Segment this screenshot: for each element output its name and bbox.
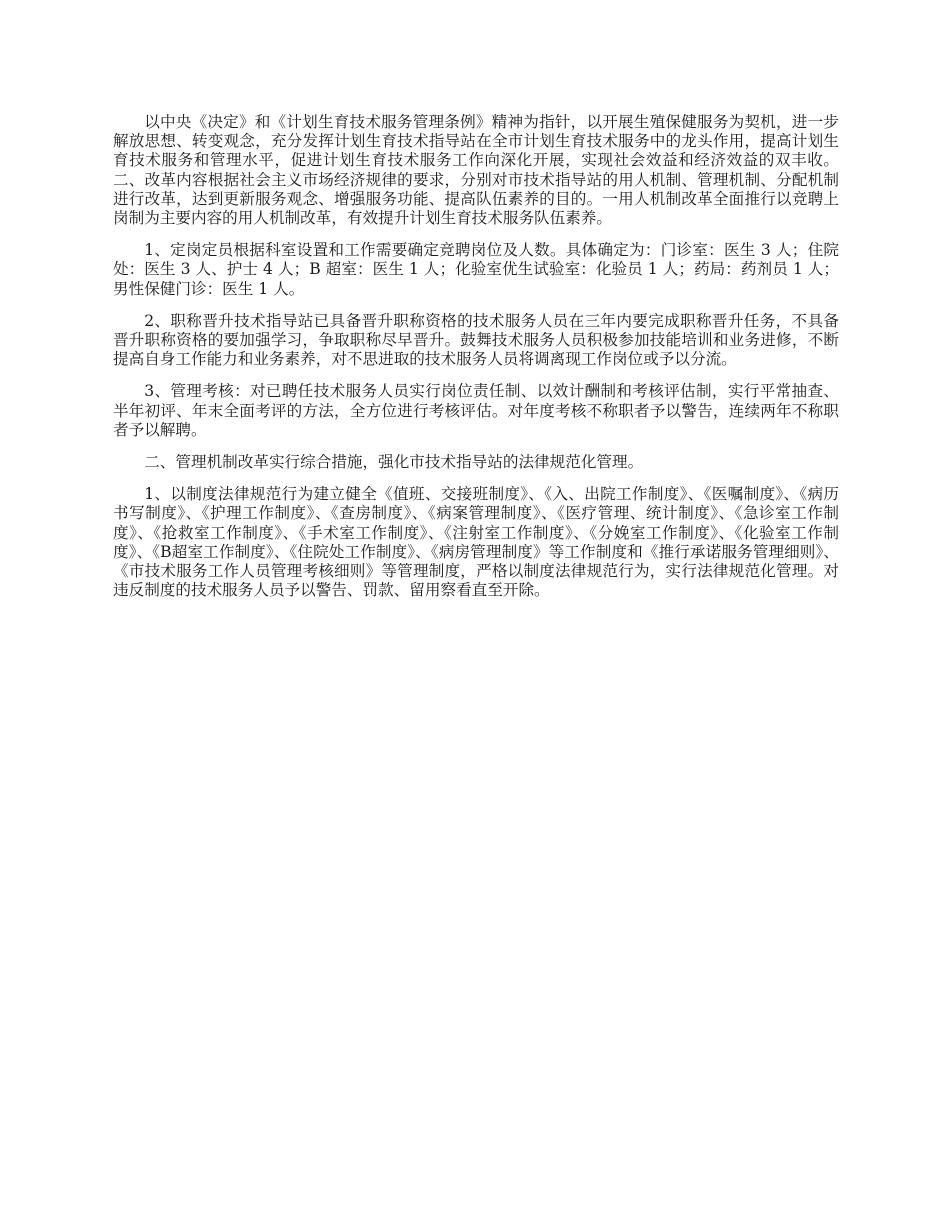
- paragraph-assessment: 3、管理考核：对已聘任技术服务人员实行岗位责任制、以效计酬制和考核评估制，实行平常抽查、半年初评、年末全面考评的方法，全方位进行考核评估。对年度考核不称职者予以警告，连续两年不称职者予以解聘。: [113, 382, 839, 439]
- paragraph-intro: 以中央《决定》和《计划生育技术服务管理条例》精神为指针，以开展生殖保健服务为契机，进一步解放思想、转变观念，充分发挥计划生育技术指导站在全市计划生育技术服务中的龙头作用，提高计划生育技术服务和管理水平，促进计划生育技术服务工作向深化开展，实现社会效益和经济效益的双丰收。二、改革内容根据社会主义市场经济规律的要求，分别对市技术指导站的用人机制、管理机制、分配机制进行改革，达到更新服务观念、增强服务功能、提高队伍素养的目的。一用人机制改革全面推行以竞聘上岗制为主要内容的用人机制改革，有效提升计划生育技术服务队伍素养。: [113, 113, 839, 228]
- document-body: [113, 113, 839, 613]
- paragraph-regulations: 1、以制度法律规范行为建立健全《值班、交接班制度》、《入、出院工作制度》、《医嘱制度》、《病历书写制度》、《护理工作制度》、《查房制度》、《病案管理制度》、《医疗管理、统计制度》、《急诊室工作制度》、《抢救室工作制度》、《手术室工作制度》、《注射室工作制度》、《分娩室工作制度》、《化验室工作制度》、《B超室工作制度》、《住院处工作制度》、《病房管理制度》等工作制度和《推行承诺服务管理细则》、《市技术服务工作人员管理考核细则》等管理制度，严格以制度法律规范行为，实行法律规范化管理。对违反制度的技术服务人员予以警告、罚款、留用察看直至开除。: [113, 485, 839, 600]
- paragraph-promotion: 2、职称晋升技术指导站已具备晋升职称资格的技术服务人员在三年内要完成职称晋升任务，不具备晋升职称资格的要加强学习，争取职称尽早晋升。鼓舞技术服务人员积极参加技能培训和业务进修，不断提高自身工作能力和业务素养，对不思进取的技术服务人员将调离现工作岗位或予以分流。: [113, 311, 839, 369]
- paragraph-management-heading: 二、管理机制改革实行综合措施，强化市技术指导站的法律规范化管理。: [144, 453, 644, 472]
- paragraph-staffing: 1、定岗定员根据科室设置和工作需要确定竞聘岗位及人数。具体确定为：门诊室：医生 3 人；住院处：医生 3 人、护士 4 人；B 超室：医生 1 人；化验室优生试验室：化验员 1 人；药局：药剂员 1 人；男性保健门诊：医生 1 人。: [113, 241, 839, 298]
